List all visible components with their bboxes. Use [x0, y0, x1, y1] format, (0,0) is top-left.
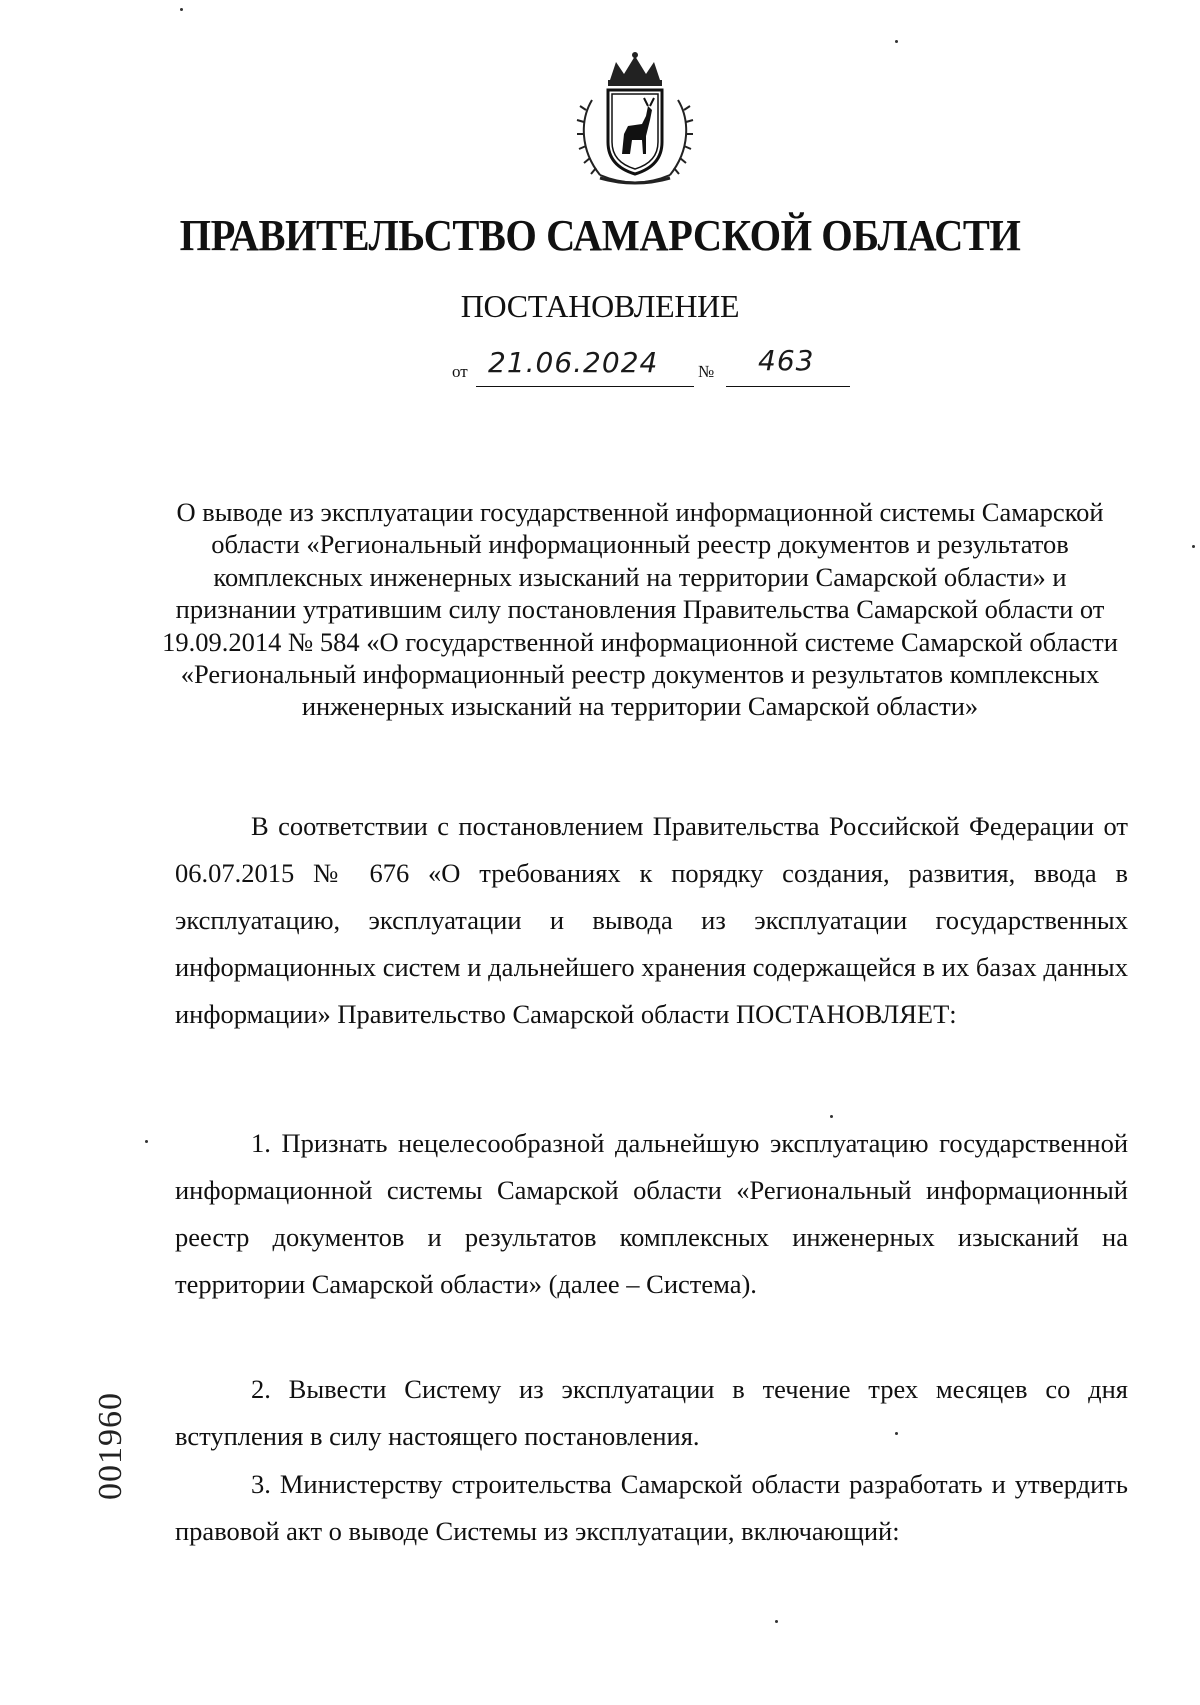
organization-title: ПРАВИТЕЛЬСТВО САМАРСКОЙ ОБЛАСТИ: [179, 211, 1021, 260]
item-3-text: 3. Министерству строительства Самарской области разработать и утвердить правовой акт о выводе Системы из эксплуатации, включающий:: [175, 1469, 1128, 1546]
date-prefix: от: [452, 362, 468, 381]
item-2-paragraph: [175, 1366, 1128, 1460]
number-underline: [726, 386, 850, 387]
document-type: ПОСТАНОВЛЕНИЕ: [460, 288, 740, 324]
scan-speck: [775, 1620, 778, 1623]
date-value: 21.06.2024: [488, 346, 659, 379]
scan-speck: [895, 1432, 898, 1435]
scan-speck: [830, 1115, 833, 1118]
preamble-text: В соответствии с постановлением Правительства Российской Федерации от 06.07.2015 № 676 «О требованиях к порядку создания, развития, ввода в эксплуатацию, эксплуатации и вывода из эксплуатации государственных информационных систем и дальнейшего хранения содержащейся в их базах данных информации» Правительство Самарской области ПОСТАНОВЛЯЕТ:: [175, 811, 1128, 1029]
margin-serial-stamp: 001960: [92, 1392, 129, 1500]
scan-speck: [145, 1140, 148, 1143]
item-3-paragraph: [175, 1461, 1128, 1555]
item-1-paragraph: [175, 1120, 1128, 1308]
scan-speck: [895, 40, 898, 43]
date-underline: [476, 386, 694, 387]
scan-speck: [180, 8, 183, 11]
number-prefix: №: [698, 362, 715, 381]
item-1-text: 1. Признать нецелесообразной дальнейшую эксплуатацию государственной информационной системы Самарской области «Региональный информационный реестр документов и результатов комплексных инженерных изысканий на территории Самарской области» (далее – Система).: [175, 1128, 1128, 1299]
item-2-text: 2. Вывести Систему из эксплуатации в течение трех месяцев со дня вступления в силу настоящего постановления.: [175, 1374, 1128, 1451]
number-value: 463: [758, 344, 815, 377]
scan-speck: [1192, 545, 1195, 548]
document-heading: О выводе из эксплуатации государственной информационной системы Самарской области «Региональный информационный реестр документов и результатов комплексных инженерных изысканий на территории Самарской области» и признании утратившим силу постановления Правительства Самарской области от 19.09.2014 № 584 «О государственной информационной системе Самарской области «Региональный информационный реестр документов и результатов комплексных инженерных изысканий на территории Самарской области»: [162, 497, 1118, 722]
samara-coat-of-arms-icon: [570, 50, 700, 190]
preamble-paragraph: [175, 803, 1128, 1038]
